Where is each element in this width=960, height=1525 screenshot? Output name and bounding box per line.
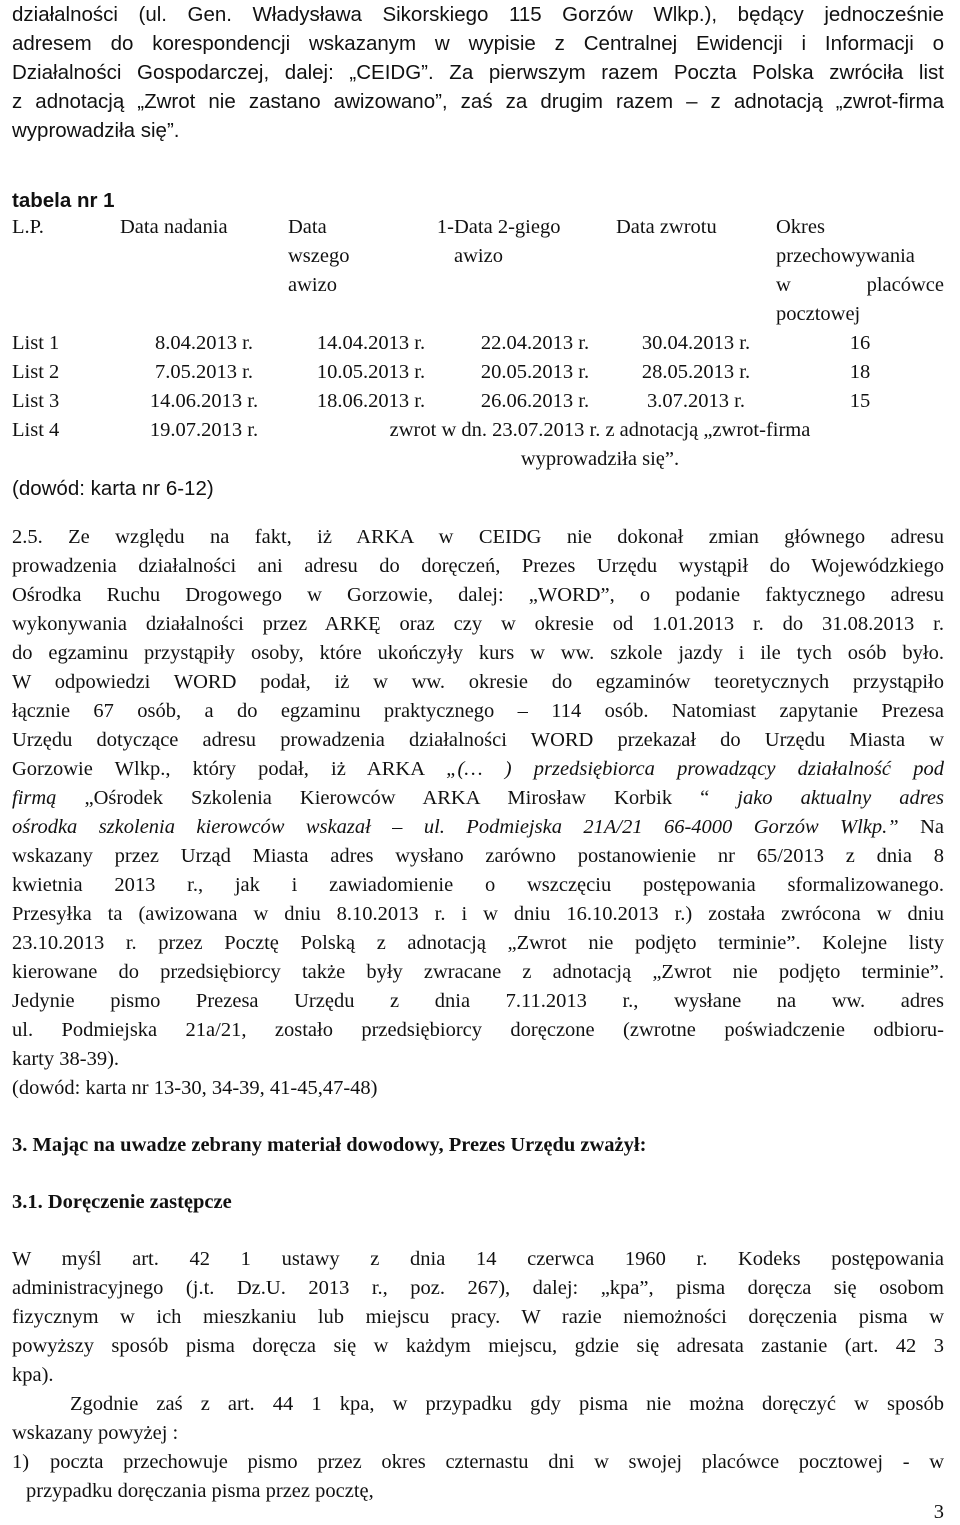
intro-line: adresem do korespondencji wskazanym w wypisie z Centralnej Ewidencji i Informacji o <box>12 32 944 55</box>
heading-3: 3. Mając na uwadze zebrany materiał dowodowy, Prezes Urzędu zważył: <box>12 1134 647 1156</box>
section-3-1: W myśl art. 42 1 ustawy z dnia 14 czerwca 1960 r. Kodeks postępowania administracyjnego (j.t. Dz.U. 2013 r., poz. 267), dalej: „kpa”, pisma doręcza się osobom fizycznym w ich mieszkaniu lub miejscu pracy. W razie niemożności doręczenia pisma w powyższy sposób pisma doręcza się w każdym miejscu, gdzie się adresata zastanie (art. 42 3 kpa). Zgodnie zaś z art. 44 1 kpa, w przypadku gdy pisma nie można doręczyć w sposób wskazany powyżej : 1) poczta przechowuje pismo przez okres czternastu dni w swojej placówce pocztowej - w przypadku doręczania pisma przez pocztę, <box>12 1248 944 1502</box>
heading-3-1: 3.1. Doręczenie zastępcze <box>12 1191 232 1213</box>
table-title <box>12 189 944 213</box>
section-evidence: (dowód: karta nr 13-30, 34-39, 41-45,47-48) <box>12 1077 378 1099</box>
page-number: 3 <box>933 1501 944 1523</box>
document-page <box>12 0 944 1506</box>
table-row: List 4 19.07.2013 r. zwrot w dn. 23.07.2013 r. z adnotacją „zwrot-firma wyprowadziła się”. <box>12 416 944 474</box>
header-lp: L.P. <box>12 216 44 238</box>
section-2-5: 2.5. Ze względu na fakt, iż ARKA w CEIDG nie dokonał zmian głównego adresu prowadzenia działalności ani adresu do doręczeń, Prezes Urzędu wystąpił do Wojewódzkiego Ośrodka Ruchu Drogowego w Gorzowie, dalej: „WORD”, o podanie faktycznego adresu wykonywania działalności przez ARKĘ oraz czy w okresie od 1.01.2013 r. do 31.08.2013 r. do egzaminu przystąpiły osoby, które ukończyły kurs w ww. szkole jazdy i ile tych osób było. W odpowiedzi WORD podał, iż w ww. okresie do egzaminów teoretycznych przystąpiło łącznie 67 osób, a do egzaminu praktycznego – 114 osób. Natomiast zapytanie Prezesa Urzędu dotyczące adresu prowadzenia działalności WORD przekazał do Urzędu Miasta w Gorzowie Wlkp., który podał, iż ARKA „(… ) przedsiębiorca prowadzący działalność pod firmą „Ośrodek Szkolenia Kierowców ARKA Mirosław Korbik “ jako aktualny adres ośrodka szkolenia kierowców wskazał – ul. Podmiejska 21A/21 66-4000 Gorzów Wlkp.” Na wskazany przez Urząd Miasta adres wysłano zarówno postanowienie nr 65/2013 z dnia 8 kwietnia 2013 r., jak i zawiadomienie o wszczęciu postępowania sformalizowanego. Przesyłka ta (awizowana w dniu 8.10.2013 r. i w dniu 16.10.2013 r.) została zwrócona w dniu 23.10.2013 r. przez Pocztę Polską z adnotacją „Zwrot nie podjęto terminie”. Kolejne listy kierowane do przedsiębiorcy także były zwracane z adnotacją „Zwrot nie podjęto terminie”. Jedynie pismo Prezesa Urzędu z dnia 7.11.2013 r., wysłane na ww. adres ul. Podmiejska 21a/21, zostało przedsiębiorcy doręczone (zwrotne poświadczenie odbioru- karty 38-39). (dowód: karta nr 13-30, 34-39, 41-45,47-48) <box>12 523 944 1103</box>
table-row-note: zwrot w dn. 23.07.2013 r. z adnotacją „zwrot-firma wyprowadziła się”. <box>389 419 811 470</box>
table-evidence: (dowód: karta nr 6-12) <box>12 477 214 500</box>
table-row: List 2 7.05.2013 r. 10.05.2013 r. 20.05.2013 r. 28.05.2013 r. 18 <box>12 361 871 383</box>
intro-line: działalności (ul. Gen. Władysława Sikorskiego 115 Gorzów Wlkp.), będący jednocześnie <box>12 3 944 26</box>
table-row: List 1 8.04.2013 r. 14.04.2013 r. 22.04.2013 r. 30.04.2013 r. 16 <box>12 332 871 354</box>
intro-paragraph <box>12 0 944 145</box>
list-item: 1) poczta przechowuje pismo przez okres czternastu dni w swojej placówce pocztowej - w <box>12 1451 944 1473</box>
header-return-date: Data zwrotu <box>616 216 717 238</box>
header-storage-period: Okres przechowywania w placówce pocztowej <box>776 216 944 325</box>
table-header-row <box>12 213 944 329</box>
intro-line: Działalności Gospodarczej, dalej: „CEIDG”. Za pierwszym razem Poczta Polska zwróciła list <box>12 61 944 84</box>
intro-line: z adnotacją „Zwrot nie zastano awizowano”, zaś za drugim razem – z adnotacją „zwrot-firma <box>12 90 944 113</box>
table-title-text: tabela nr 1 <box>12 189 115 212</box>
table-row: List 3 14.06.2013 r. 18.06.2013 r. 26.06.2013 r. 3.07.2013 r. 15 <box>12 390 871 412</box>
header-date-sent: Data nadania <box>120 216 228 238</box>
header-second-notice: Data 2-giego awizo <box>454 216 561 267</box>
header-first-notice: Data 1- wszego awizo <box>288 216 454 296</box>
intro-line: wyprowadziła się”. <box>12 119 180 142</box>
